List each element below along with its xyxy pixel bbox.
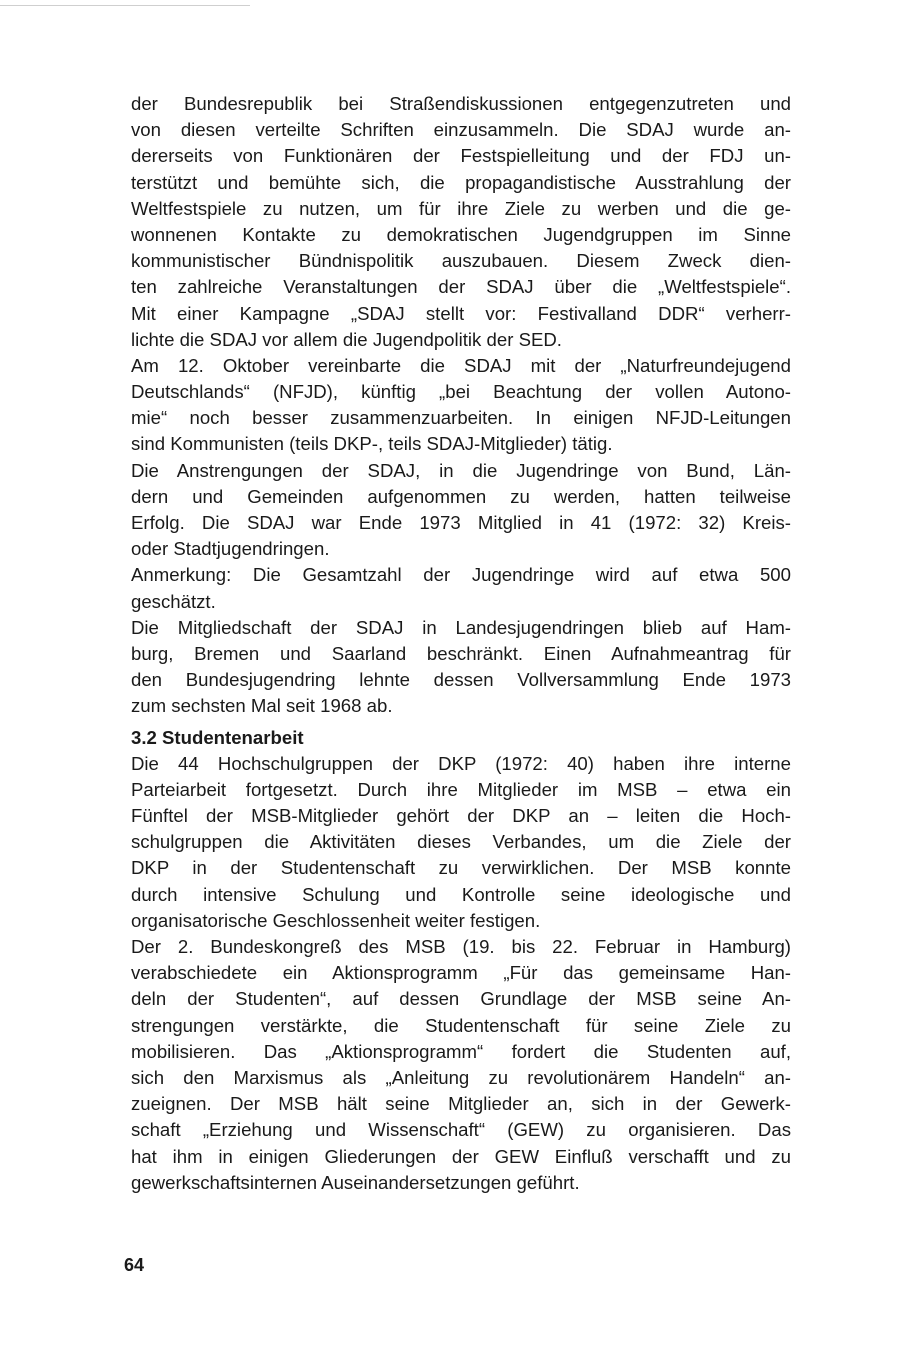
text-line: hat ihm in einigen Gliederungen der GEW Einfluß verschafft und zu — [131, 1145, 791, 1167]
text-line: verabschiedete ein Aktionsprogramm „Für das gemeinsame Han- — [131, 962, 791, 984]
text-line: Die Anstrengungen der SDAJ, in die Jugendringe von Bund, Län- — [131, 459, 791, 481]
text-line: terstützt und bemühte sich, die propagandistische Ausstrahlung der — [131, 171, 791, 193]
text-line: Mit einer Kampagne „SDAJ stellt vor: Festivalland DDR“ verherr- — [131, 302, 791, 324]
text-line: Am 12. Oktober vereinbarte die SDAJ mit der „Naturfreundejugend — [131, 354, 791, 376]
text-line: dererseits von Funktionären der Festspielleitung und der FDJ un- — [131, 145, 791, 167]
text-line: Deutschlands“ (NFJD), künftig „bei Beachtung der vollen Autono- — [131, 381, 791, 403]
text-line: DKP in der Studentenschaft zu verwirklichen. Der MSB konnte — [131, 857, 791, 879]
page-body — [131, 91, 791, 1196]
page-number: 64 — [124, 1255, 145, 1275]
text-block-studentenarbeit — [131, 751, 791, 1196]
scan-edge-line — [0, 5, 250, 6]
text-line: strengungen verstärkte, die Studentenschaft für seine Ziele zu — [131, 1014, 791, 1036]
text-line: kommunistischer Bündnispolitik auszubauen. Diesem Zweck dien- — [131, 250, 791, 272]
text-line: Die Mitgliedschaft der SDAJ in Landesjugendringen blieb auf Ham- — [131, 616, 791, 638]
section-heading: 3.2 Studentenarbeit — [131, 726, 304, 748]
text-line: Parteiarbeit fortgesetzt. Durch ihre Mitglieder im MSB – etwa ein — [131, 778, 791, 800]
text-line: schaft „Erziehung und Wissenschaft“ (GEW) zu organisieren. Das — [131, 1119, 791, 1141]
text-line: deln der Studenten“, auf dessen Grundlage der MSB seine An- — [131, 988, 791, 1010]
text-line: sich den Marxismus als „Anleitung zu revolutionärem Handeln“ an- — [131, 1066, 791, 1088]
text-line: von diesen verteilte Schriften einzusammeln. Die SDAJ wurde an- — [131, 119, 791, 141]
text-line: oder Stadtjugendringen. — [131, 538, 330, 560]
text-line: Erfolg. Die SDAJ war Ende 1973 Mitglied in 41 (1972: 32) Kreis- — [131, 512, 791, 533]
text-line: Die 44 Hochschulgruppen der DKP (1972: 40) haben ihre interne — [131, 752, 791, 774]
text-line: Weltfestspiele zu nutzen, um für ihre Ziele zu werben und die ge- — [131, 197, 791, 219]
text-line: mie“ noch besser zusammenzuarbeiten. In einigen NFJD-Leitungen — [131, 407, 791, 429]
text-line: zum sechsten Mal seit 1968 ab. — [131, 695, 393, 717]
text-line: lichte die SDAJ vor allem die Jugendpolitik der SED. — [131, 328, 562, 350]
text-line: organisatorische Geschlossenheit weiter festigen. — [131, 909, 541, 931]
text-line: der Bundesrepublik bei Straßendiskussionen entgegenzutreten und — [131, 93, 791, 114]
text-line: burg, Bremen und Saarland beschränkt. Einen Aufnahmeantrag für — [131, 642, 791, 664]
text-line: schulgruppen die Aktivitäten dieses Verbandes, um die Ziele der — [131, 831, 791, 853]
text-line: zueignen. Der MSB hält seine Mitglieder an, sich in der Gewerk- — [131, 1093, 791, 1115]
text-line: mobilisieren. Das „Aktionsprogramm“ fordert die Studenten auf, — [131, 1040, 791, 1062]
text-line: sind Kommunisten (teils DKP-, teils SDAJ-Mitglieder) tätig. — [131, 433, 613, 455]
text-line: ten zahlreiche Veranstaltungen der SDAJ über die „Weltfestspiele“. — [131, 276, 791, 298]
text-line: Fünftel der MSB-Mitglieder gehört der DKP an – leiten die Hoch- — [131, 805, 791, 827]
text-line: geschätzt. — [131, 590, 216, 612]
text-line: gewerkschaftsinternen Auseinandersetzungen geführt. — [131, 1171, 580, 1193]
text-line: durch intensive Schulung und Kontrolle seine ideologische und — [131, 883, 791, 905]
text-line: Der 2. Bundeskongreß des MSB (19. bis 22. Februar in Hamburg) — [131, 936, 791, 957]
text-block-sdaj — [131, 91, 791, 720]
text-line: den Bundesjugendring lehnte dessen Vollversammlung Ende 1973 — [131, 669, 791, 691]
text-line: dern und Gemeinden aufgenommen zu werden, hatten teilweise — [131, 485, 791, 507]
text-line: wonnenen Kontakte zu demokratischen Jugendgruppen im Sinne — [131, 223, 791, 245]
text-line: Anmerkung: Die Gesamtzahl der Jugendringe wird auf etwa 500 — [131, 564, 791, 586]
